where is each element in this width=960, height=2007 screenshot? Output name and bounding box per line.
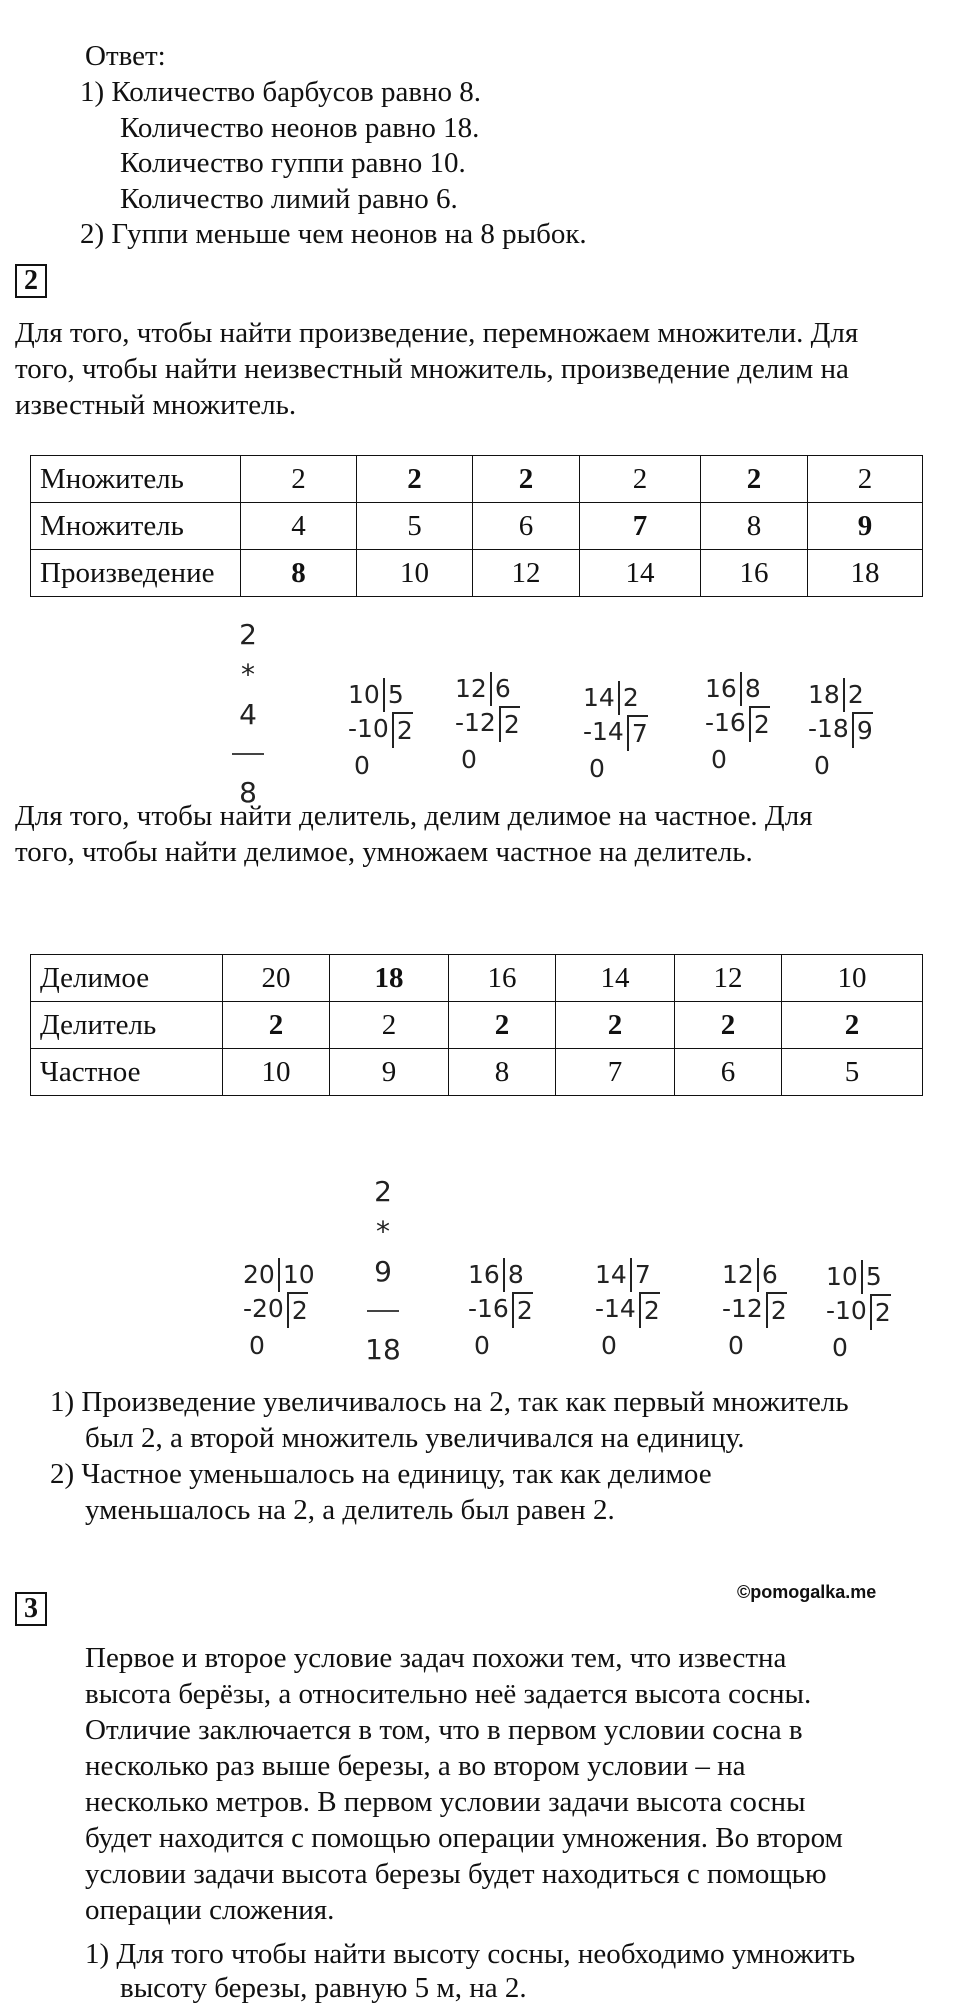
quotient: 9 bbox=[852, 712, 873, 748]
result-bar bbox=[367, 1310, 399, 1312]
table-cell: 4 bbox=[241, 503, 357, 550]
remainder: 0 bbox=[601, 1331, 617, 1360]
table-cell: 2 bbox=[449, 1002, 556, 1049]
task3-paragraph bbox=[85, 1640, 843, 1928]
times-sign: * bbox=[376, 1215, 390, 1248]
divisor: 2 bbox=[618, 681, 639, 715]
answer-line: 2) Гуппи меньше чем неонов на 8 рыбок. bbox=[80, 218, 587, 250]
conclusion-line: 1) Произведение увеличивалось на 2, так как первый множитель bbox=[50, 1386, 849, 1418]
table-row bbox=[31, 955, 923, 1002]
table-cell: 18 bbox=[330, 955, 449, 1002]
divisor: 2 bbox=[843, 678, 864, 712]
subtrahend: -20 bbox=[243, 1294, 284, 1323]
table-cell: 6 bbox=[473, 503, 580, 550]
row-label: Делимое bbox=[31, 955, 223, 1002]
quotient: 2 bbox=[639, 1292, 660, 1328]
table-cell: 9 bbox=[808, 503, 923, 550]
factor: 4 bbox=[239, 698, 257, 731]
divisor: 6 bbox=[757, 1258, 778, 1292]
table-row bbox=[31, 1002, 923, 1049]
table-cell: 10 bbox=[782, 955, 923, 1002]
paragraph-line: Первое и второе условие задач похожи тем, что известна bbox=[85, 1642, 787, 1674]
paragraph-line: несколько метров. В первом условии задачи высота сосны bbox=[85, 1786, 806, 1818]
divisor: 8 bbox=[503, 1258, 524, 1292]
row-label: Произведение bbox=[31, 550, 241, 597]
quotient: 2 bbox=[499, 706, 520, 742]
table-cell: 2 bbox=[556, 1002, 675, 1049]
quotient: 7 bbox=[627, 715, 648, 751]
table-cell: 14 bbox=[556, 955, 675, 1002]
remainder: 0 bbox=[249, 1331, 265, 1360]
task2-intro bbox=[15, 315, 858, 423]
division-table bbox=[30, 954, 923, 1096]
dividend: 16 bbox=[468, 1260, 500, 1289]
long-division bbox=[705, 672, 770, 778]
multiplication-column bbox=[363, 1172, 403, 1370]
paragraph-line: высота берёзы, а относительно неё задается высота сосны. bbox=[85, 1678, 812, 1710]
paragraph-line: несколько раз выше березы, а во втором условии – на bbox=[85, 1750, 746, 1782]
table-cell: 2 bbox=[675, 1002, 782, 1049]
paragraph-line: будет находится с помощью операции умножения. Во втором bbox=[85, 1822, 843, 1854]
dividend: 18 bbox=[808, 680, 840, 709]
intro-line: того, чтобы найти делимое, умножаем частное на делитель. bbox=[15, 836, 753, 868]
remainder: 0 bbox=[474, 1331, 490, 1360]
dividend: 10 bbox=[826, 1262, 858, 1291]
table-cell: 2 bbox=[782, 1002, 923, 1049]
table-cell: 2 bbox=[241, 456, 357, 503]
quotient: 2 bbox=[512, 1292, 533, 1328]
long-division bbox=[808, 678, 873, 784]
result-bar bbox=[232, 753, 264, 755]
table-row bbox=[31, 1049, 923, 1096]
answer-line: 1) Количество барбусов равно 8. bbox=[80, 76, 482, 108]
quotient: 2 bbox=[870, 1294, 891, 1330]
long-division bbox=[826, 1260, 891, 1366]
subtrahend: -18 bbox=[808, 714, 849, 743]
quotient: 2 bbox=[766, 1292, 787, 1328]
intro-line: того, чтобы найти неизвестный множитель, произведение делим на bbox=[15, 353, 849, 385]
table-cell: 5 bbox=[357, 503, 473, 550]
long-division bbox=[722, 1258, 787, 1364]
factor: 2 bbox=[374, 1175, 392, 1208]
long-division bbox=[583, 681, 648, 787]
remainder: 0 bbox=[354, 751, 370, 780]
long-division bbox=[348, 678, 413, 784]
long-division bbox=[468, 1258, 533, 1364]
divisor: 7 bbox=[630, 1258, 651, 1292]
task-number-box: 2 bbox=[15, 264, 47, 298]
table-cell: 12 bbox=[675, 955, 782, 1002]
table-cell: 9 bbox=[330, 1049, 449, 1096]
subtrahend: -14 bbox=[583, 717, 624, 746]
table-cell: 10 bbox=[223, 1049, 330, 1096]
table-cell: 8 bbox=[449, 1049, 556, 1096]
dividend: 12 bbox=[722, 1260, 754, 1289]
table-cell: 16 bbox=[449, 955, 556, 1002]
divisor: 5 bbox=[383, 678, 404, 712]
subtrahend: -14 bbox=[595, 1294, 636, 1323]
table-cell: 2 bbox=[330, 1002, 449, 1049]
quotient: 2 bbox=[392, 712, 413, 748]
dividend: 12 bbox=[455, 674, 487, 703]
table-cell: 2 bbox=[223, 1002, 330, 1049]
table-cell: 18 bbox=[808, 550, 923, 597]
table-cell: 2 bbox=[357, 456, 473, 503]
conclusion-line: был 2, а второй множитель увеличивался на единицу. bbox=[85, 1422, 745, 1454]
table-cell: 6 bbox=[675, 1049, 782, 1096]
factor: 9 bbox=[374, 1255, 392, 1288]
divisor: 10 bbox=[278, 1258, 315, 1292]
dividend: 14 bbox=[595, 1260, 627, 1289]
remainder: 0 bbox=[711, 745, 727, 774]
paragraph-line: условии задачи высота березы будет находиться с помощью bbox=[85, 1858, 827, 1890]
table-cell: 2 bbox=[701, 456, 808, 503]
table-cell: 5 bbox=[782, 1049, 923, 1096]
subtrahend: -12 bbox=[722, 1294, 763, 1323]
table-cell: 16 bbox=[701, 550, 808, 597]
factor: 2 bbox=[239, 618, 257, 651]
table-cell: 7 bbox=[580, 503, 701, 550]
table-cell: 14 bbox=[580, 550, 701, 597]
times-sign: * bbox=[241, 658, 255, 691]
paragraph-line: Отличие заключается в том, что в первом условии сосна в bbox=[85, 1714, 803, 1746]
dividend: 14 bbox=[583, 683, 615, 712]
subtrahend: -10 bbox=[826, 1296, 867, 1325]
remainder: 0 bbox=[832, 1333, 848, 1362]
table-cell: 8 bbox=[701, 503, 808, 550]
quotient: 2 bbox=[749, 706, 770, 742]
long-division bbox=[243, 1258, 315, 1364]
paragraph-line: операции сложения. bbox=[85, 1894, 335, 1926]
table-row bbox=[31, 550, 923, 597]
long-division bbox=[595, 1258, 660, 1364]
table-cell: 20 bbox=[223, 955, 330, 1002]
divisor: 8 bbox=[740, 672, 761, 706]
answer-line: Количество гуппи равно 10. bbox=[120, 147, 466, 179]
multiplication-table bbox=[30, 455, 923, 597]
conclusion-line: 2) Частное уменьшалось на единицу, так как делимое bbox=[50, 1458, 712, 1490]
dividend: 16 bbox=[705, 674, 737, 703]
row-label: Частное bbox=[31, 1049, 223, 1096]
task-number-box: 3 bbox=[15, 1592, 47, 1626]
table-row bbox=[31, 503, 923, 550]
intro-line: известный множитель. bbox=[15, 389, 297, 421]
multiplication-column bbox=[228, 615, 268, 813]
intro-line: Для того, чтобы найти делитель, делим делимое на частное. Для bbox=[15, 800, 813, 832]
quotient: 2 bbox=[287, 1292, 308, 1328]
dividend: 20 bbox=[243, 1260, 275, 1289]
answer-line: Количество неонов равно 18. bbox=[120, 112, 480, 144]
answer-line: Количество лимий равно 6. bbox=[120, 183, 458, 215]
remainder: 0 bbox=[728, 1331, 744, 1360]
intro-line: Для того, чтобы найти произведение, перемножаем множители. Для bbox=[15, 317, 859, 349]
remainder: 0 bbox=[814, 751, 830, 780]
table-cell: 8 bbox=[241, 550, 357, 597]
dividend: 10 bbox=[348, 680, 380, 709]
subtrahend: -16 bbox=[468, 1294, 509, 1323]
remainder: 0 bbox=[589, 754, 605, 783]
table-cell: 2 bbox=[473, 456, 580, 503]
table-cell: 10 bbox=[357, 550, 473, 597]
remainder: 0 bbox=[461, 745, 477, 774]
conclusion-line: уменьшалось на 2, а делитель был равен 2. bbox=[85, 1494, 615, 1526]
subtrahend: -16 bbox=[705, 708, 746, 737]
long-division bbox=[455, 672, 520, 778]
table-cell: 7 bbox=[556, 1049, 675, 1096]
row-label: Множитель bbox=[31, 503, 241, 550]
table-cell: 2 bbox=[808, 456, 923, 503]
row-label: Множитель bbox=[31, 456, 241, 503]
task2-intro2 bbox=[15, 798, 813, 870]
product: 8 bbox=[239, 776, 257, 809]
subtrahend: -12 bbox=[455, 708, 496, 737]
list-item: высоту березы, равную 5 м, на 2. bbox=[120, 1972, 527, 2004]
answer-label: Ответ: bbox=[85, 40, 166, 72]
list-item: 1) Для того чтобы найти высоту сосны, необходимо умножить bbox=[85, 1938, 856, 1970]
site-watermark: ©pomogalka.me bbox=[737, 1582, 877, 1602]
table-cell: 2 bbox=[580, 456, 701, 503]
table-cell: 12 bbox=[473, 550, 580, 597]
subtrahend: -10 bbox=[348, 714, 389, 743]
table-row bbox=[31, 456, 923, 503]
product: 18 bbox=[365, 1333, 401, 1366]
divisor: 5 bbox=[861, 1260, 882, 1294]
row-label: Делитель bbox=[31, 1002, 223, 1049]
divisor: 6 bbox=[490, 672, 511, 706]
